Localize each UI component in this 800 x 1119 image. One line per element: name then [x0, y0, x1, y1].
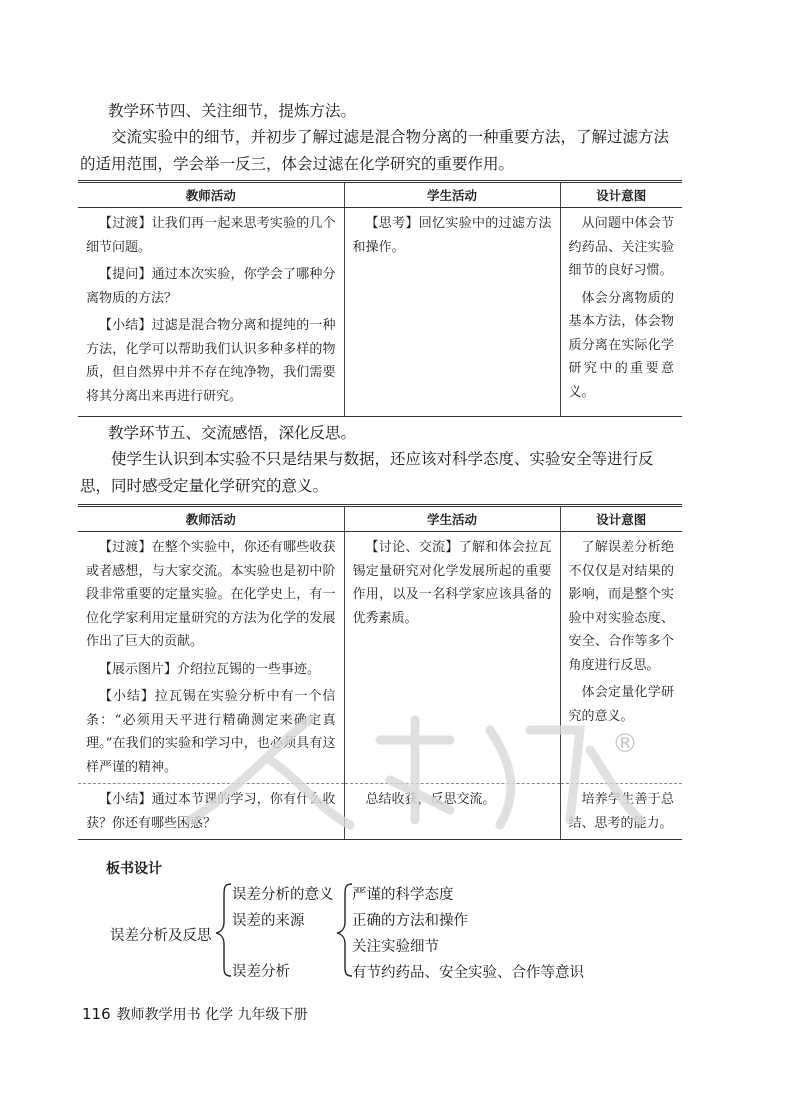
section4-heading: 教学环节四、关注细节，提炼方法。	[108, 102, 357, 120]
left-brace-icon	[214, 882, 234, 978]
page-footer	[82, 1004, 308, 1024]
header-student-activity: 学生活动	[344, 182, 560, 208]
student-discussion: 【讨论、交流】了解和体会拉瓦锡定量研究对化学发展所起的重要作用，以及一名科学家应该具备的优秀素质。	[352, 540, 552, 626]
intent-item: 体会分离物质的基本方法，体会物质分离在实际化学研究中的重要意义。	[568, 290, 674, 400]
header-design-intent: 设计意图	[560, 182, 682, 208]
student-activity-cell	[344, 532, 560, 784]
header-design-intent: 设计意图	[560, 506, 682, 532]
teacher-summary: 【小结】通过本节课的学习，你有什么收获？你还有哪些困惑？	[86, 792, 336, 831]
intent-item: 培养学生善于总结、思考的能力。	[568, 792, 674, 831]
student-activity-cell	[344, 208, 560, 417]
teacher-transition: 【过渡】让我们再一起来思考实验的几个细节问题。	[86, 216, 336, 255]
student-reflection: 总结收获，反思交流。	[365, 792, 496, 807]
teacher-show-picture: 【展示图片】介绍拉瓦锡的一些事迹。	[99, 661, 321, 677]
board-item-analysis: 误差分析	[232, 964, 290, 980]
board-item-source: 误差的来源	[232, 913, 305, 929]
teacher-question: 【提问】通过本次实验，你学会了哪种分离物质的方法？	[86, 267, 336, 306]
teacher-summary: 【小结】过滤是混合物分离和提纯的一种方法，化学可以帮助我们认识多种多样的物质，但自然界中并不存在纯净物，我们需要将其分离出来再进行研究。	[86, 318, 336, 404]
intent-item: 从问题中体会节约药品、关注实验细节的良好习惯。	[568, 216, 674, 278]
header-teacher-activity: 教师活动	[78, 182, 344, 208]
design-intent-cell	[560, 208, 682, 417]
design-intent-cell	[560, 532, 682, 784]
board-right-item: 有节约药品、安全实验、合作等意识	[352, 965, 584, 981]
section4-intro: 交流实验中的细节，并初步了解过滤是混合物分离的一种重要方法，了解过滤方法的适用范围，学会举一反三，体会过滤在化学研究的重要作用。	[80, 128, 670, 173]
design-intent-cell	[560, 784, 682, 840]
teacher-activity-cell	[78, 784, 344, 840]
teacher-transition: 【过渡】在整个实验中，你还有哪些收获或者感想，与大家交流。本实验也是初中阶段非常重要的定量实验。在化学史上，有一位化学家利用定量研究的方法为化学的发展作出了巨大的贡献。	[86, 540, 336, 649]
header-teacher-activity: 教师活动	[78, 506, 344, 532]
teacher-activity-cell	[78, 208, 344, 417]
teacher-summary: 【小结】拉瓦锡在实验分析中有一个信条：“必须用天平进行精确测定来确定真理。”在我们的实验和学习中，也必须具有这样严谨的精神。	[86, 689, 336, 775]
section5-heading: 教学环节五、交流感悟，深化反思。	[108, 424, 357, 442]
header-student-activity: 学生活动	[344, 506, 560, 532]
intent-item: 了解误差分析绝不仅仅是对结果的影响，而是整个实验中对实验态度、安全、合作等多个角度进行反思。	[568, 540, 674, 673]
board-right-item: 严谨的科学态度	[352, 887, 454, 903]
teacher-activity-cell	[78, 532, 344, 784]
lesson-table-1	[78, 180, 682, 417]
book-title: 教师教学用书 化学 九年级下册	[116, 1007, 308, 1023]
board-design-title: 板书设计	[106, 861, 162, 877]
student-activity-cell	[344, 784, 560, 840]
board-right-item: 正确的方法和操作	[352, 913, 468, 929]
student-thinking: 【思考】回忆实验中的过滤方法和操作。	[352, 216, 552, 255]
section5-intro: 使学生认识到本实验不只是结果与数据，还应该对科学态度、实验安全等进行反思，同时感受定量化学研究的意义。	[80, 450, 654, 495]
board-root: 误差分析及反思	[110, 928, 212, 944]
lesson-table-2	[78, 504, 682, 840]
board-item-meaning: 误差分析的意义	[232, 887, 334, 903]
page-number: 116	[82, 1005, 111, 1023]
intent-item: 体会定量化学研究的意义。	[568, 685, 674, 724]
registered-mark: ®	[612, 729, 638, 759]
board-right-item: 关注实验细节	[352, 939, 439, 955]
